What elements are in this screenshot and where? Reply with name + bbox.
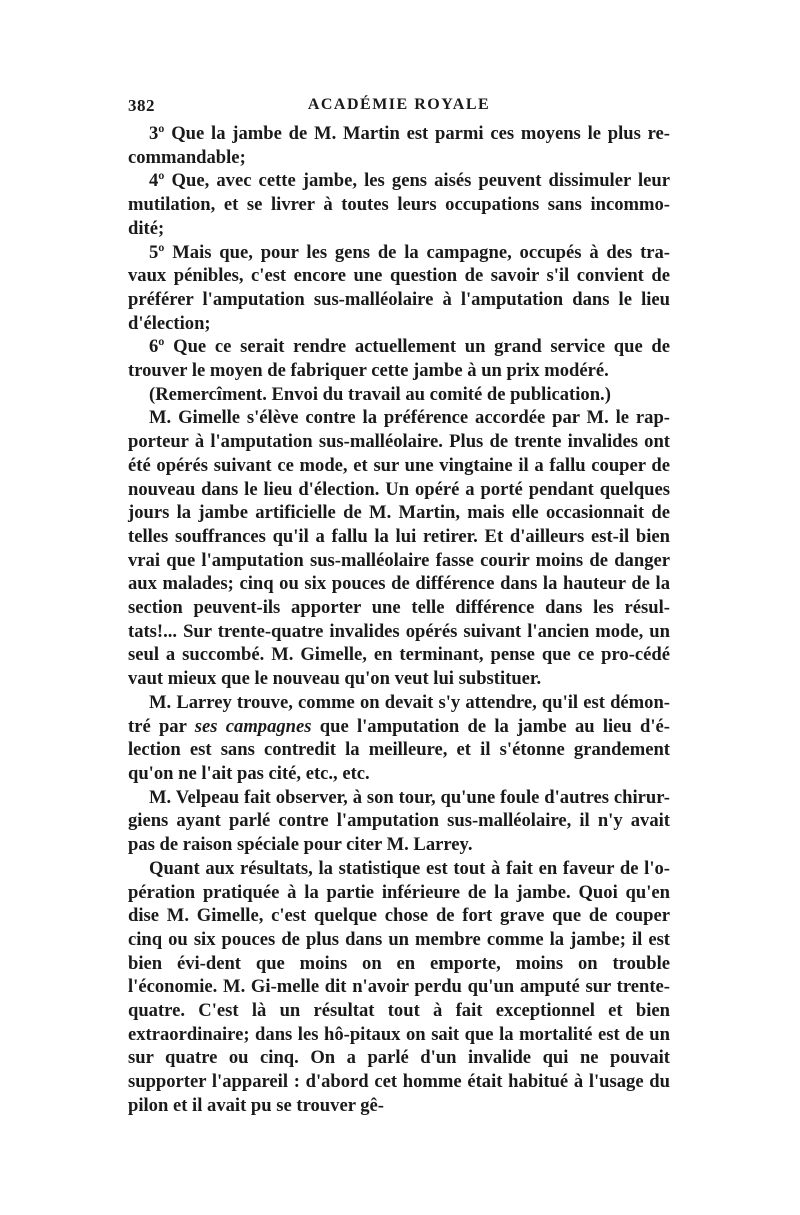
page-header: [128, 96, 670, 122]
book-page: [128, 96, 670, 1118]
results-paragraph: Quant aux résultats, la statistique est tout à fait en faveur de l'o-pération pratiquée à la partie inférieure de la jambe. Quoi qu'en dise M. Gimelle, c'est quelque chose de fort grave que de couper cinq ou six pouces de plus dans un membre comme la jambe; il est bien évi-dent que moins on en emporte, moins on trouble l'économie. M. Gi-melle dit n'avoir perdu qu'un amputé sur trente-quatre. C'est là un résultat tout à fait exceptionnel et bien extraordinaire; dans les hô-pitaux on sait que la mortalité est de un sur quatre ou cinq. On a parlé d'un invalide qui ne pouvait supporter l'appareil : d'abord cet homme était habitué à l'usage du pilon et il avait pu se trouver gê-: [128, 857, 670, 1116]
conclusion-item-6: 6º Que ce serait rendre actuellement un grand service que de trouver le moyen de fabriquer cette jambe à un prix modéré.: [128, 336, 670, 382]
conclusion-item-5: 5º Mais que, pour les gens de la campagne, occupés à des tra-vaux pénibles, c'est encore une question de savoir s'il convient de préférer l'amputation sus-malléolaire à l'amputation dans le lieu d'élection;: [128, 241, 670, 334]
larrey-emphasis: ses campagnes: [194, 715, 312, 737]
gimelle-paragraph: M. Gimelle s'élève contre la préférence accordée par M. le rap-porteur à l'amputation sus-malléolaire. Plus de trente invalides ont été opérés suivant ce mode, et sur une vingtaine il a fallu couper de nouveau dans le lieu d'élection. Un opéré a porté pendant quelques jours la jambe artificielle de M. Martin, mais elle occasionnait de telles souffrances qu'il a fallu la lui retirer. Et d'ailleurs est-il bien vrai que l'amputation sus-malléolaire fasse courir moins de danger aux malades; cinq ou six pouces de différence dans la hauteur de la section peuvent-ils apporter une telle différence dans les résul-tats!... Sur trente-quatre invalides opérés suivant l'ancien mode, un seul a succombé. M. Gimelle, en terminant, pense que ce pro-cédé vaut mieux que le nouveau qu'on veut lui substituer.: [128, 407, 670, 690]
velpeau-paragraph: M. Velpeau fait observer, à son tour, qu'une foule d'autres chirur-giens ayant parlé contre l'amputation sus-malléolaire, il n'y avait pas de raison spéciale pour citer M. Larrey.: [128, 786, 670, 856]
conclusion-item-4: 4º Que, avec cette jambe, les gens aisés peuvent dissimuler leur mutilation, et se livrer à toutes leurs occupations sans incommo-dité;: [128, 170, 670, 239]
larrey-text-after: que l'amputation de la jambe au lieu d'é-lection est sans contredit la meilleure, et il s'étonne grandement qu'on ne l'ait pas cité, etc., etc.: [128, 715, 670, 784]
thanks-note: (Remercîment. Envoi du travail au comité de publication.): [149, 383, 611, 405]
running-head: ACADÉMIE ROYALE: [307, 96, 491, 113]
page-number: 382: [128, 96, 155, 115]
conclusion-item-3: 3º Que la jambe de M. Martin est parmi ces moyens le plus re-commandable;: [128, 123, 670, 168]
larrey-text-before: M. Larrey trouve, comme on devait s'y attendre, qu'il est démon-tré par: [128, 691, 670, 737]
larrey-paragraph: [128, 691, 670, 786]
body-text: [128, 122, 670, 1118]
